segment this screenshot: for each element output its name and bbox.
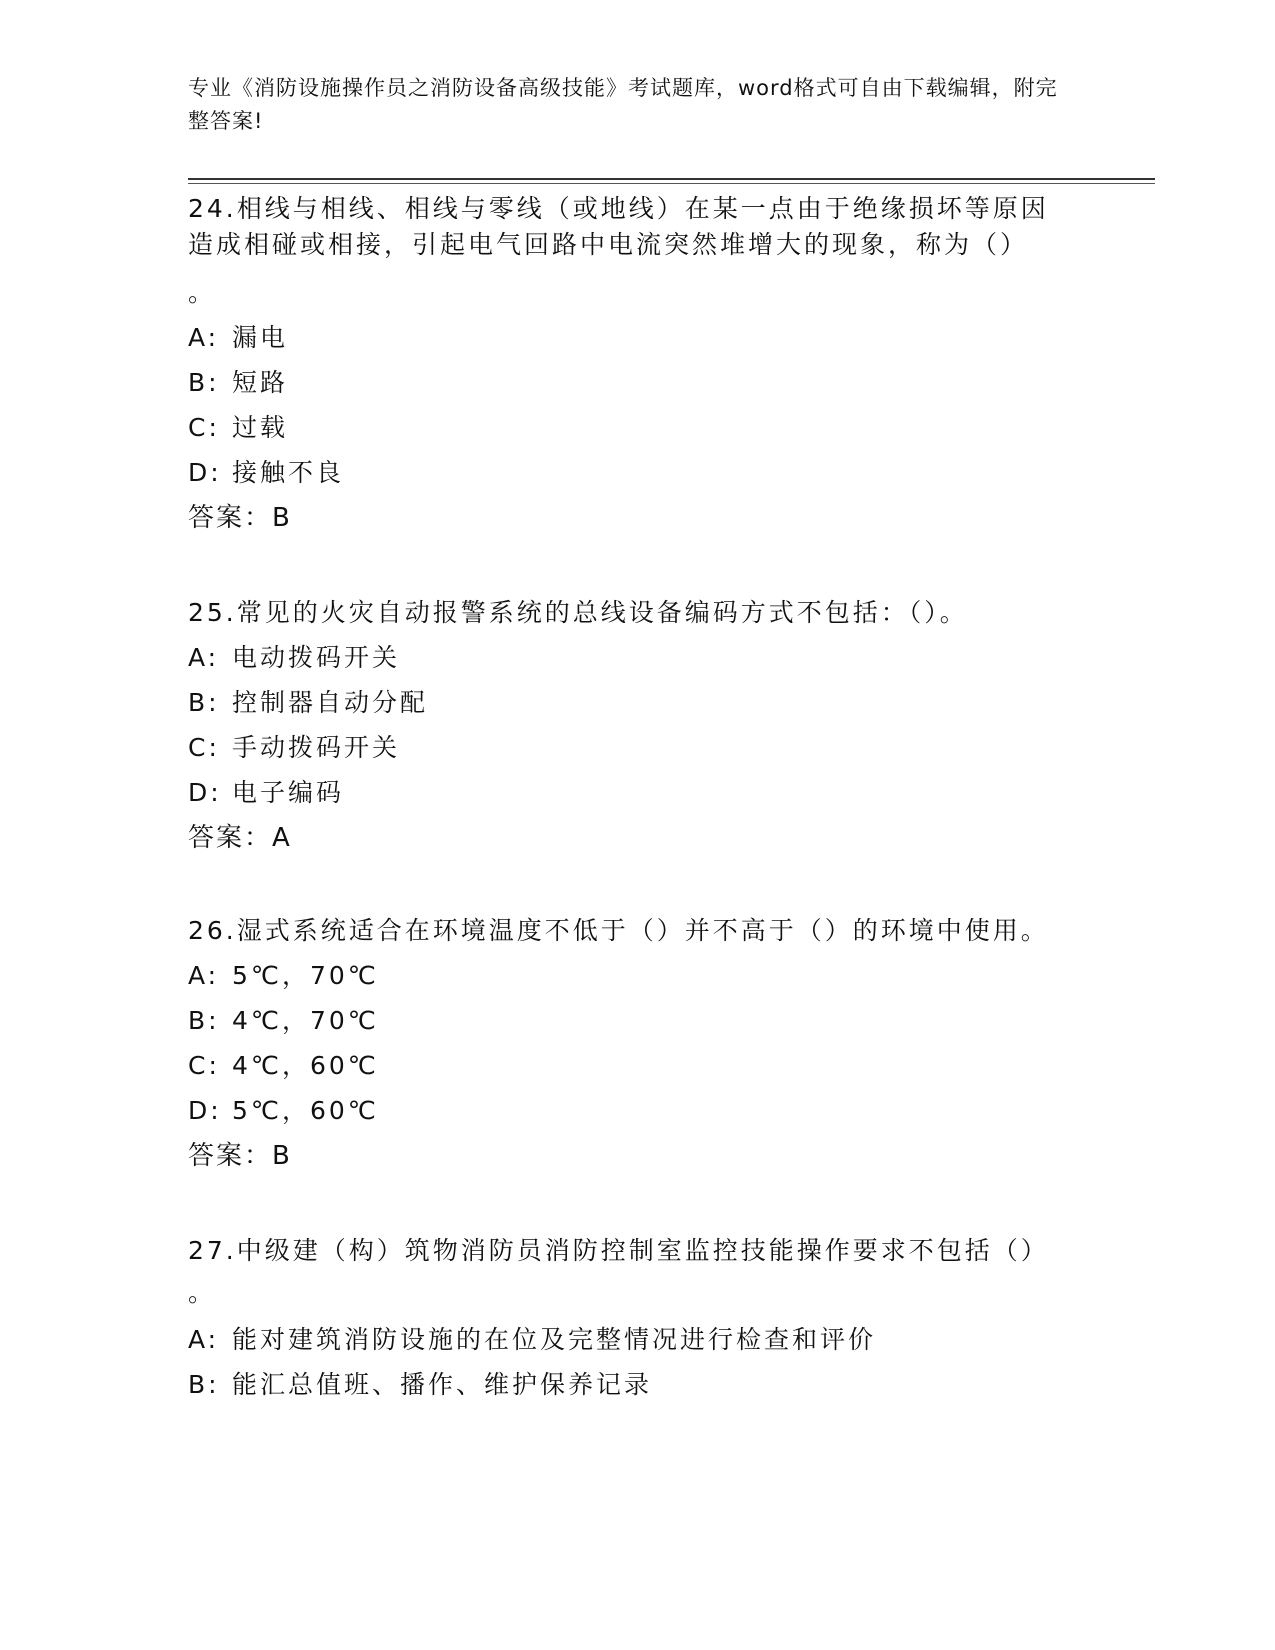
question-stem-line: 造成相碰或相接，引起电气回路中电流突然堆增大的现象，称为（） <box>188 230 1029 259</box>
option-a <box>188 1317 1088 1363</box>
option-letter: A: <box>188 961 220 990</box>
option-letter: A: <box>188 323 220 352</box>
option-letter: B: <box>188 688 220 717</box>
option-text: 手动拨码开关 <box>232 733 401 762</box>
option-b <box>188 1362 1088 1408</box>
option-b <box>188 998 1088 1044</box>
option-text: 短路 <box>232 368 289 397</box>
option-a <box>188 635 1088 681</box>
option-letter: A: <box>188 643 220 672</box>
option-letter: B: <box>188 368 220 397</box>
option-text: 过载 <box>232 413 289 442</box>
option-d <box>188 450 1088 496</box>
option-text: 接触不良 <box>232 458 345 487</box>
option-text: 4℃，70℃ <box>232 1006 379 1035</box>
option-text: 能汇总值班、播作、维护保养记录 <box>232 1370 653 1399</box>
option-letter: B: <box>188 1370 220 1399</box>
question-stem-line: 27.中级建（构）筑物消防员消防控制室监控技能操作要求不包括（） <box>188 1236 1049 1265</box>
option-c <box>188 725 1088 771</box>
option-letter: D: <box>188 458 222 487</box>
option-text: 控制器自动分配 <box>232 688 429 717</box>
option-b <box>188 680 1088 726</box>
question-stem-line: 24.相线与相线、相线与零线（或地线）在某一点由于绝缘损坏等原因 <box>188 194 1049 223</box>
option-d <box>188 1088 1088 1134</box>
option-b <box>188 360 1088 406</box>
option-c <box>188 405 1088 451</box>
option-letter: C: <box>188 1051 220 1080</box>
header-rule-thick <box>188 178 1155 180</box>
option-letter: D: <box>188 778 222 807</box>
option-a <box>188 953 1088 999</box>
option-text: 电动拨码开关 <box>232 643 401 672</box>
option-letter: C: <box>188 733 220 762</box>
answer-line: 答案：B <box>188 503 292 533</box>
question-stem-line: 。 <box>188 1278 217 1307</box>
question-stem-line: 25.常见的火灾自动报警系统的总线设备编码方式不包括：（）。 <box>188 598 968 627</box>
option-text: 能对建筑消防设施的在位及完整情况进行检查和评价 <box>232 1325 877 1354</box>
answer-line: 答案：B <box>188 1141 292 1171</box>
option-text: 5℃，70℃ <box>232 961 379 990</box>
option-text: 4℃，60℃ <box>232 1051 379 1080</box>
answer-line: 答案：A <box>188 823 292 853</box>
option-text: 漏电 <box>232 323 289 352</box>
header-rule-thin <box>188 183 1155 184</box>
option-letter: B: <box>188 1006 220 1035</box>
option-d <box>188 770 1088 816</box>
option-text: 电子编码 <box>232 778 345 807</box>
option-letter: A: <box>188 1325 220 1354</box>
option-letter: D: <box>188 1096 222 1125</box>
option-text: 5℃，60℃ <box>232 1096 379 1125</box>
option-a <box>188 315 1088 361</box>
option-letter: C: <box>188 413 220 442</box>
option-c <box>188 1043 1088 1089</box>
document-header: 专业《消防设施操作员之消防设备高级技能》考试题库，word格式可自由下载编辑，附完整答案! <box>188 76 1058 133</box>
question-stem-line: 。 <box>188 278 217 307</box>
question-stem-line: 26.湿式系统适合在环境温度不低于（）并不高于（）的环境中使用。 <box>188 916 1049 945</box>
